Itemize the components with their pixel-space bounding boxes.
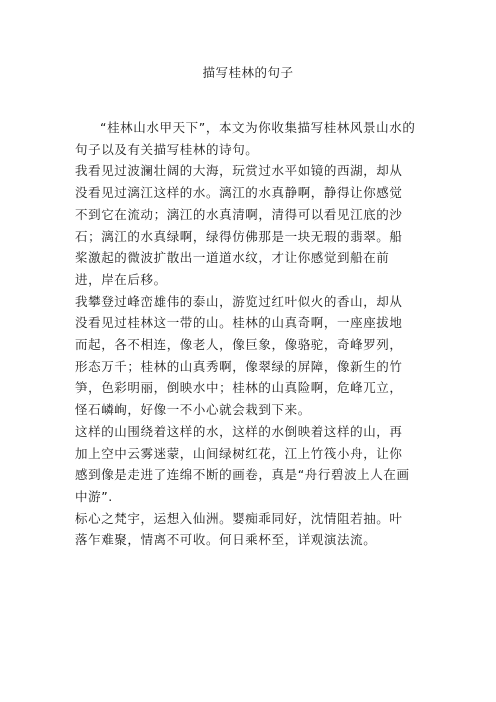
paragraph-poem [75,508,421,551]
text-line: 桨激起的微波扩散出一道道水纹，才让你感觉到船在前 [75,250,390,266]
text-line: 形态万千；桂林的山真秀啊，像翠绿的屏障，像新生的竹 [75,358,403,374]
text-line: 落乍难聚，情离不可收。何日乘杯至，详观演法流。 [75,532,377,548]
paragraph-scenery [75,421,421,508]
text-line: 这样的山围绕着这样的水，这样的水倒映着这样的山，再 [75,423,403,439]
paragraph-intro [75,117,421,160]
document-title: 描写桂林的句子 [202,65,294,80]
text-line: 加上空中云雾迷蒙，山间绿树红花，江上竹筏小舟，让你 [75,445,403,461]
text-line: 而起，各不相连，像老人，像巨象，像骆驼，奇峰罗列， [75,337,403,353]
text-line: 不到它在流动；漓江的水真清啊，清得可以看见江底的沙 [75,206,403,222]
paragraph-guilin-mountains [75,291,421,421]
text-line: 感到像是走进了连绵不断的画卷，真是“舟行碧波上人在画 [75,467,410,483]
text-line: 没看见过漓江这样的水。漓江的水真静啊，静得让你感觉 [75,185,403,201]
text-line: 进，岸在后移。 [75,271,167,287]
text-line: 没看见过桂林这一带的山。桂林的山真奇啊，一座座拔地 [75,315,403,331]
text-line: 我看见过波澜壮阔的大海，玩赏过水平如镜的西湖，却从 [75,163,403,179]
text-line: 石；漓江的水真绿啊，绿得仿佛那是一块无瑕的翡翠。船 [75,228,403,244]
text-line: 中游”. [75,488,113,504]
paragraph-lijiang-water [75,160,421,290]
text-line: 笋，色彩明丽，倒映水中；桂林的山真险啊，危峰兀立， [75,380,403,396]
text-line: 句子以及有关描写桂林的诗句。 [75,141,259,157]
text-line: 我攀登过峰峦雄伟的泰山，游览过红叶似火的香山，却从 [75,293,403,309]
text-line: 标心之梵宇，运想入仙洲。婴痴乖同好，沈情阻若抽。叶 [75,510,403,526]
document-body [75,117,421,551]
text-line: 怪石嶙峋，好像一不小心就会栽到下来。 [75,402,311,418]
text-line: “桂林山水甲天下”，本文为你收集描写桂林风景山水的 [100,120,416,135]
